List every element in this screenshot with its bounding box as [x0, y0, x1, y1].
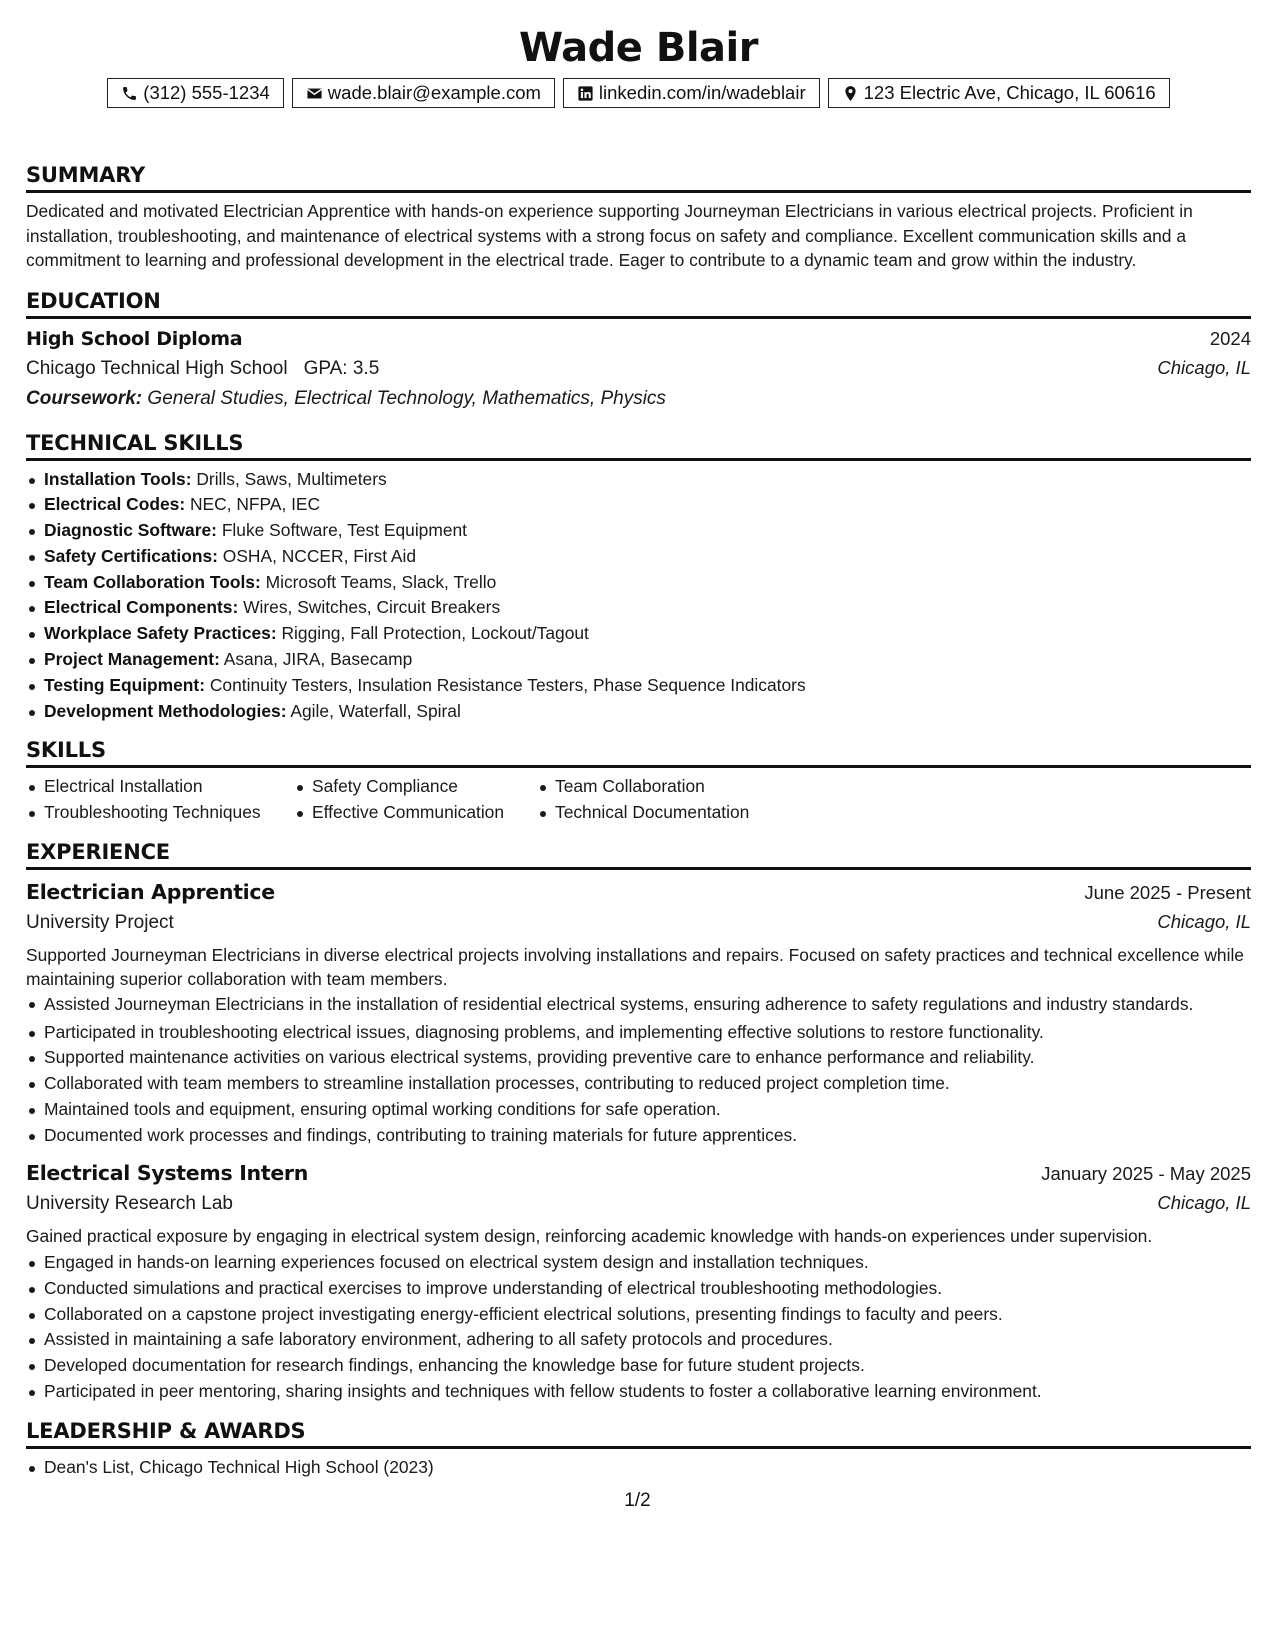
skills-heading: SKILLS	[26, 736, 1251, 768]
school-line	[26, 354, 379, 384]
skill-label: Development Methodologies:	[44, 700, 287, 721]
page-number: 1/2	[624, 1490, 651, 1511]
summary-text: Dedicated and motivated Electrician Apprentice with hands-on experience supporting Journeyman Electricians in various electrical projects. Proficient in installation, troubleshooting, and maintenance of electrical systems with a strong focus on safety and compliance. Excellent communication skills and a commitment to learning and professional development in the electrical trade. Eager to contribute to a dynamic team and grow within the industry.	[26, 201, 1193, 270]
gpa: GPA: 3.5	[303, 357, 380, 379]
list-item	[26, 544, 1251, 570]
school-location: Chicago, IL	[1157, 356, 1251, 378]
skill-label: Electrical Components:	[44, 597, 239, 618]
skill-value: Drills, Saws, Multimeters	[196, 468, 387, 489]
leadership-list	[26, 1455, 1251, 1481]
skill-value: Agile, Waterfall, Spiral	[290, 700, 461, 721]
list-item	[26, 647, 1251, 673]
education-section	[26, 287, 1251, 414]
skill-value: Wires, Switches, Circuit Breakers	[243, 597, 501, 618]
education-header-row	[26, 325, 1251, 354]
list-item: Troubleshooting Techniques	[26, 800, 294, 826]
linkedin-icon	[577, 85, 594, 102]
summary-heading: SUMMARY	[26, 161, 1251, 193]
list-item	[26, 595, 1251, 621]
contact-address-text: 123 Electric Ave, Chicago, IL 60616	[863, 82, 1156, 103]
job-location: Chicago, IL	[1157, 1191, 1251, 1213]
contact-email-text: wade.blair@example.com	[327, 82, 541, 103]
job-dates: January 2025 - May 2025	[1041, 1162, 1251, 1184]
skill-value: Continuity Testers, Insulation Resistance Testers, Phase Sequence Indicators	[209, 674, 806, 695]
list-item: Assisted Journeyman Electricians in the installation of residential electrical systems, ensuring adherence to safety regulations and industry standards.	[26, 993, 1251, 1017]
map-pin-icon	[842, 85, 859, 102]
skill-label: Testing Equipment:	[44, 674, 206, 695]
skill-label: Installation Tools:	[44, 468, 192, 489]
contact-email[interactable]	[292, 78, 555, 108]
list-item	[26, 699, 1251, 725]
coursework-label: Coursework:	[26, 387, 143, 409]
skill-label: Electrical Codes:	[44, 494, 186, 515]
job-description: Gained practical exposure by engaging in electrical system design, reinforcing academic knowledge with hands-on experiences under supervision.	[26, 1225, 1153, 1246]
job-org-row	[26, 1189, 1251, 1219]
summary-section	[26, 161, 1251, 273]
list-item	[26, 492, 1251, 518]
contact-bar	[26, 78, 1251, 108]
phone-icon	[121, 85, 138, 102]
school-name: Chicago Technical High School	[26, 357, 288, 379]
list-item	[26, 518, 1251, 544]
skill-label: Team Collaboration Tools:	[44, 571, 261, 592]
contact-linkedin[interactable]	[563, 78, 820, 108]
experience-section	[26, 838, 1251, 1405]
technical-skills-list	[26, 467, 1251, 725]
skill-value: Asana, JIRA, Basecamp	[223, 649, 413, 670]
job-description: Supported Journeyman Electricians in diverse electrical projects involving installations and repairs. Focused on safety practices and technical excellence while maintaining superior collaboration with team members.	[26, 945, 1244, 989]
skill-value: Microsoft Teams, Slack, Trello	[265, 571, 497, 592]
contact-linkedin-text: linkedin.com/in/wadeblair	[598, 82, 806, 103]
job-header-row	[26, 876, 1251, 908]
list-item: Supported maintenance activities on various electrical systems, providing preventive care to enhance performance and reliability.	[26, 1045, 1251, 1071]
coursework-list: General Studies, Electrical Technology, Mathematics, Physics	[147, 387, 666, 409]
coursework	[26, 384, 1251, 414]
technical-skills-heading: TECHNICAL SKILLS	[26, 429, 1251, 461]
skill-value: NEC, NFPA, IEC	[189, 494, 321, 515]
list-item: Developed documentation for research findings, enhancing the knowledge base for future student projects.	[26, 1353, 1251, 1379]
experience-heading: EXPERIENCE	[26, 838, 1251, 870]
skills-column-1	[26, 774, 294, 826]
job-header-row	[26, 1157, 1251, 1189]
graduation-year: 2024	[1209, 327, 1251, 349]
education-heading: EDUCATION	[26, 287, 1251, 319]
list-item: Collaborated on a capstone project investigating energy-efficient electrical solutions, presenting findings to faculty and peers.	[26, 1302, 1251, 1328]
list-item: Collaborated with team members to streamline installation processes, contributing to reduced project completion time.	[26, 1071, 1251, 1097]
skills-section	[26, 736, 1251, 826]
leadership-section	[26, 1417, 1251, 1481]
job-organization: University Project	[26, 912, 174, 934]
list-item: Conducted simulations and practical exercises to improve understanding of electrical troubleshooting methodologies.	[26, 1276, 1251, 1302]
skill-value: Fluke Software, Test Equipment	[221, 520, 468, 541]
list-item	[26, 621, 1251, 647]
skills-column-2	[294, 774, 537, 826]
list-item: Team Collaboration	[537, 774, 837, 800]
list-item: Dean's List, Chicago Technical High School (2023)	[26, 1455, 1251, 1481]
list-item	[26, 467, 1251, 493]
list-item: Electrical Installation	[26, 774, 294, 800]
list-item: Effective Communication	[294, 800, 537, 826]
resume-page	[26, 0, 1251, 1650]
skill-label: Safety Certifications:	[44, 545, 218, 566]
skills-column-3	[537, 774, 837, 826]
list-item	[26, 673, 1251, 699]
list-item: Technical Documentation	[537, 800, 837, 826]
job-org-row	[26, 908, 1251, 938]
contact-address	[828, 78, 1170, 108]
leadership-heading: LEADERSHIP & AWARDS	[26, 1417, 1251, 1449]
job-entry	[26, 1157, 1251, 1405]
list-item: Participated in peer mentoring, sharing insights and techniques with fellow students to foster a collaborative learning environment.	[26, 1379, 1251, 1405]
job-bullets	[26, 993, 1251, 1148]
list-item: Safety Compliance	[294, 774, 537, 800]
job-bullets	[26, 1250, 1251, 1405]
candidate-name: Wade Blair	[518, 25, 758, 71]
education-school-row	[26, 354, 1251, 384]
technical-skills-section	[26, 429, 1251, 725]
list-item: Maintained tools and equipment, ensuring optimal working conditions for safe operation.	[26, 1097, 1251, 1123]
skill-label: Diagnostic Software:	[44, 520, 217, 541]
list-item: Documented work processes and findings, contributing to training materials for future apprentices.	[26, 1123, 1251, 1149]
job-location: Chicago, IL	[1157, 911, 1251, 933]
list-item: Assisted in maintaining a safe laboratory environment, adhering to all safety protocols and procedures.	[26, 1327, 1251, 1353]
skill-label: Project Management:	[44, 649, 220, 670]
skill-value: OSHA, NCCER, First Aid	[222, 545, 417, 566]
job-title: Electrical Systems Intern	[26, 1160, 309, 1185]
job-dates: June 2025 - Present	[1084, 882, 1251, 904]
degree-title: High School Diploma	[26, 327, 243, 350]
list-item	[26, 570, 1251, 596]
list-item: Engaged in hands-on learning experiences focused on electrical system design and installation techniques.	[26, 1250, 1251, 1276]
contact-phone-text: (312) 555-1234	[143, 82, 270, 103]
job-title: Electrician Apprentice	[26, 880, 275, 905]
list-item: Participated in troubleshooting electrical issues, diagnosing problems, and implementing effective solutions to restore functionality.	[26, 1020, 1251, 1046]
skill-value: Rigging, Fall Protection, Lockout/Tagout	[281, 623, 589, 644]
skill-label: Workplace Safety Practices:	[44, 623, 277, 644]
contact-phone[interactable]	[107, 78, 284, 108]
job-organization: University Research Lab	[26, 1192, 233, 1214]
skills-grid	[26, 774, 1251, 826]
envelope-icon	[306, 85, 323, 102]
job-entry	[26, 876, 1251, 1148]
